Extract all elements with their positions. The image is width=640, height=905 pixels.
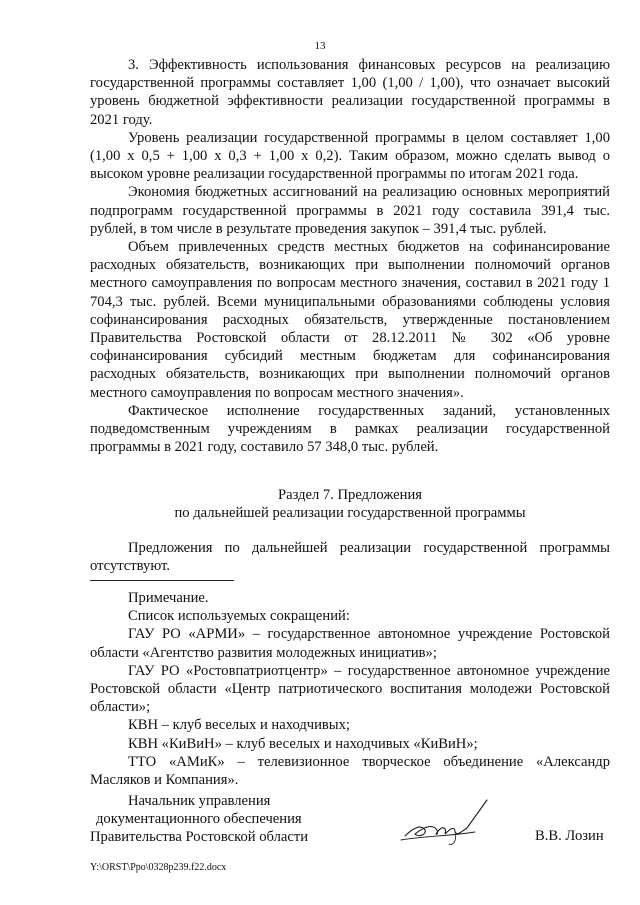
paragraph-proposals: Предложения по дальнейшей реализации государственной программы отсутствуют. [90, 540, 610, 575]
signatory-name: В.В. Лозин [535, 828, 604, 844]
footnote-separator [90, 580, 234, 581]
paragraph-efficiency: 3. Эффективность использования финансовых ресурсов на реализацию государственной программы составляет 1,00 (1,00 / 1,00), что означает высокий уровень бюджетной эффективности реализации государственной программы в 2021 году. [90, 57, 610, 128]
signatory-role-line3: Правительства Ростовской области [90, 829, 309, 845]
section-title-line1: Раздел 7. Предложения [278, 487, 422, 503]
note-abbreviations-title: Список используемых сокращений: [128, 608, 350, 625]
signatory-role-line2: документационного обеспечения [96, 811, 302, 827]
note-item-amik: ТТО «АМиК» – телевизионное творческое объединение «Александр Масляков и Компания». [90, 753, 610, 789]
paragraph-savings: Экономия бюджетных ассигнований на реализацию основных мероприятий подпрограмм государственной программы в 2021 году составила 391,4 тыс. рублей, в том числе в результате проведения закупок – 391,4 тыс. рублей. [90, 184, 610, 237]
section-body [90, 539, 610, 575]
paragraph-implementation-level: Уровень реализации государственной программы в целом составляет 1,00 (1,00 х 0,5 + 1,00 х 0,3 + 1,00 х 0,2). Таким образом, можно сделать вывод о высоком уровне реализации государственной программы по итогам 2021 года. [90, 129, 610, 183]
section-title-line2: по дальнейшей реализации государственной программы [174, 505, 526, 521]
note-heading: Примечание. [128, 590, 209, 606]
signatory-role [90, 792, 308, 846]
file-path: Y:\ORST\Ppo\0328p239.f22.docx [90, 862, 227, 873]
report-body [90, 56, 610, 456]
notes-block [90, 589, 610, 789]
note-item-kvn: КВН – клуб веселых и находчивых; [128, 717, 350, 734]
page-number: 13 [314, 40, 326, 52]
note-item-armi: ГАУ РО «АРМИ» – государственное автономное учреждение Ростовской области «Агентство развития молодежных инициатив»; [90, 626, 610, 661]
note-item-kivin: КВН «КиВиН» – клуб веселых и находчивых «КиВиН»; [128, 735, 478, 752]
paragraph-local-budgets: Объем привлеченных средств местных бюджетов на софинансирование расходных обязательств, возникающих при выполнении полномочий органов местного самоуправления по вопросам местного значения, составил в 2021 году 1 704,3 тыс. рублей. Всеми муниципальными образованиями соблюдены условия софинансирования расходных обязательств, утвержденные постановлением Правительства Ростовской области от 28.12.2011 № 302 «Об уровне софинансирования субсидий местным бюджетам для софинансирования расходных обязательств, возникающих при выполнении полномочий органов местного самоуправления по вопросам местного значения». [90, 239, 610, 401]
signatory-role-line1: Начальник управления [128, 793, 271, 809]
note-item-rostovpatriotcentr: ГАУ РО «Ростовпатриотцентр» – государственное автономное учреждение Ростовской области «Центр патриотического воспитания молодежи Ростовской области»; [90, 662, 610, 716]
handwritten-signature [395, 790, 490, 850]
paragraph-state-tasks: Фактическое исполнение государственных заданий, установленных подведомственным учреждениям в рамках реализации государственной программы в 2021 году, составило 57 348,0 тыс. рублей. [90, 402, 610, 456]
